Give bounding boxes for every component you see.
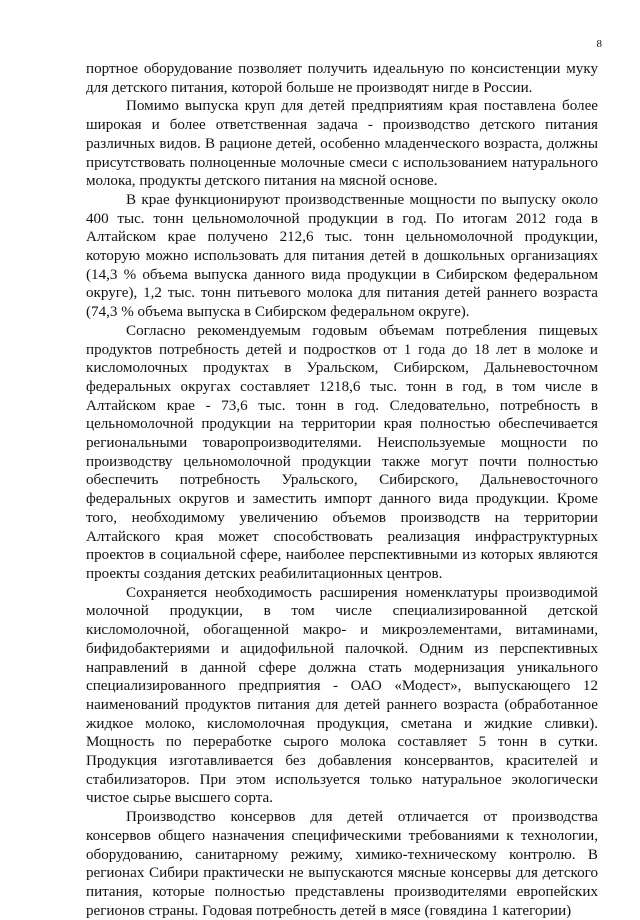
paragraph: Сохраняется необходимость расширения номенклатуры производимой молочной продукции, в том числе специализированной детской кисломолочной, обогащенной макро- и микроэлементами, витаминами, бифидобактериями и ацидофильной палочкой. Одним из перспективных направлений в данной сфере должна стать модернизация уникального специализированного предприятия - ОАО «Модест», выпускающего 12 наименований продуктов питания для детей раннего возраста (обработанное жидкое молоко, кисломолочная продукция, сметана и жидкие сливки). Мощность по переработке сырого молока составляет 5 тонн в сутки. Продукция изготавливается без добавления консервантов, красителей и стабилизаторов. При этом используется только натуральное экологически чистое сырье высшего сорта.	[86, 584, 598, 807]
paragraph-continuation: портное оборудование позволяет получить идеальную по консистенции муку для детского питания, которой больше не производят нигде в России.	[86, 61, 598, 96]
body-text	[86, 60, 598, 920]
paragraph: Помимо выпуска круп для детей предприятиям края поставлена более широкая и более ответственная задача - производство детского питания различных видов. В рационе детей, особенно младенческого возраста, должны присутствовать полноценные молочные смеси с использованием натурального молока, продукты детского питания на мясной основе.	[86, 98, 598, 190]
paragraph: Согласно рекомендуемым годовым объемам потребления пищевых продуктов потребность детей и подростков от 1 года до 18 лет в молоке и кисломолочных продуктах в Уральском, Сибирском, Дальневосточном федеральных округах составляет 1218,6 тыс. тонн в год, в том числе в Алтайском крае - 73,6 тыс. тонн в год. Следовательно, потребность в цельномолочной продукции на территории края полностью обеспечивается региональными товаропроизводителями. Неиспользуемые мощности по производству цельномолочной продукции также могут почти полностью обеспечить потребность Уральского, Сибирского, Дальневосточного федеральных округов и заместить импорт данного вида продукции. Кроме того, необходимому увеличению объемов производств на территории Алтайского края может способствовать реализация инфраструктурных проектов в социальной сфере, наиболее перспективными из которых являются проекты создания детских реабилитационных центров.	[86, 322, 598, 582]
paragraph: Производство консервов для детей отличается от производства консервов общего назначения специфическими требованиями к технологии, оборудованию, санитарному режиму, химико-техническому контролю. В регионах Сибири практически не выпускаются мясные консервы для детского питания, которые полностью представлены производителями европейских регионов страны. Годовая потребность детей в мясе (говядина 1 категории)	[86, 809, 598, 919]
paragraph: В крае функционируют производственные мощности по выпуску около 400 тыс. тонн цельномолочной продукции в год. По итогам 2012 года в Алтайском крае получено 212,6 тыс. тонн цельномолочной продукции, которую можно использовать для питания детей в дошкольных организациях (14,3 % объема выпуска данного вида продукции в Сибирском федеральном округе), 1,2 тыс. тонн питьевого молока для питания детей раннего возраста (74,3 % объема выпуска в Сибирском федеральном округе).	[86, 191, 598, 321]
page-number: 8	[596, 38, 602, 50]
